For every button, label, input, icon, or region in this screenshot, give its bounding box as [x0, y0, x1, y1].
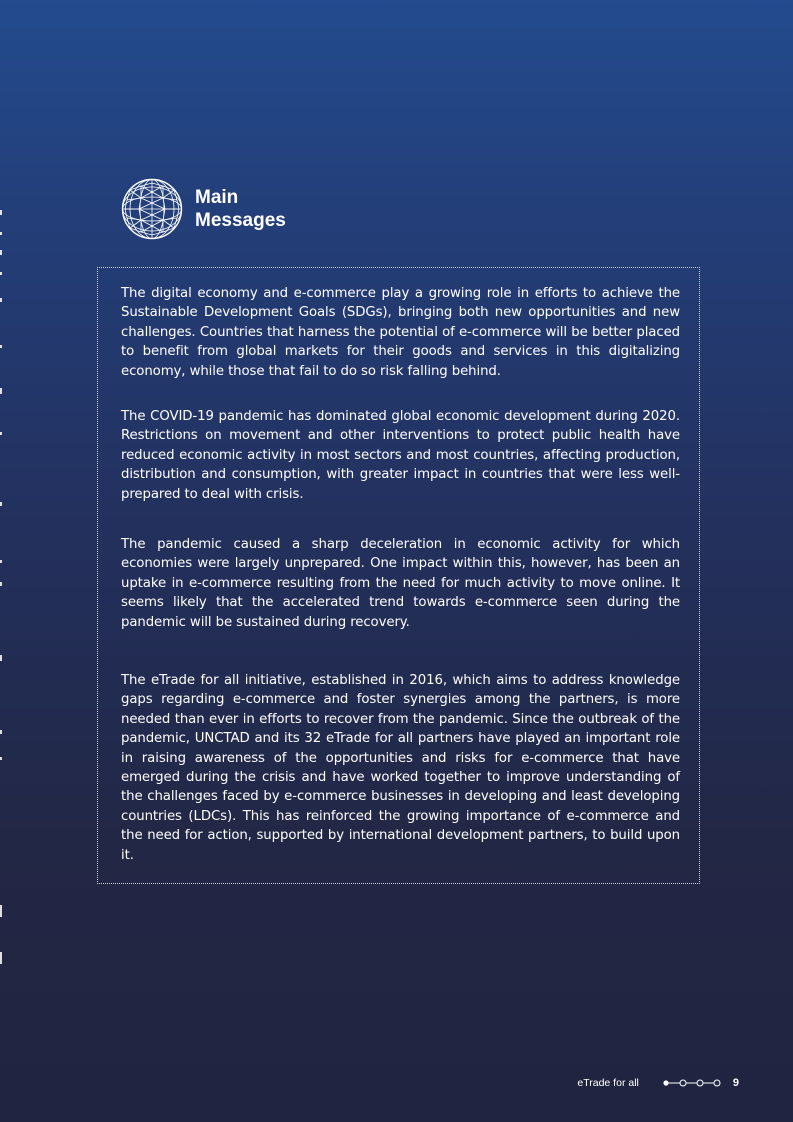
edge-mark: [0, 388, 2, 394]
edge-mark: [0, 952, 2, 964]
wireframe-globe-icon: [121, 178, 183, 240]
edge-mark: [0, 560, 2, 563]
section-header: [121, 178, 286, 240]
edge-mark: [0, 272, 2, 275]
edge-mark: [0, 582, 2, 586]
title-line-1: Main: [195, 187, 239, 208]
progress-dots-icon: [663, 1078, 721, 1088]
edge-mark: [0, 655, 2, 661]
edge-mark: [0, 250, 2, 255]
page-title: [195, 186, 286, 232]
edge-mark: [0, 730, 2, 734]
page-number: 9: [732, 1077, 739, 1089]
message-paragraph: The digital economy and e-commerce play a growing role in efforts to achieve the Sustainable Development Goals (SDGs), bringing both new opportunities and new challenges. Countries that harness the potential of e-commerce will be better placed to benefit from global markets for their goods and services in this digitalizing economy, while those that fail to do so risk falling behind.: [121, 286, 680, 379]
edge-mark: [0, 345, 2, 348]
message-paragraph: The pandemic caused a sharp deceleration in economic activity for which economies were largely unprepared. One impact within this, however, has been an uptake in e-commerce resulting from the need for much activity to move online. It seems likely that the accelerated trend towards e-commerce seen during the pandemic will be sustained during recovery.: [121, 537, 680, 630]
message-paragraph: The eTrade for all initiative, established in 2016, which aims to address knowledge gaps regarding e-commerce and foster synergies among the partners, is more needed than ever in efforts to recover from the pandemic. Since the outbreak of the pandemic, UNCTAD and its 32 eTrade for all partners have played an important role in raising awareness of the opportunities and risks for e-commerce that have emerged during the crisis and have worked together to improve understanding of the challenges faced by e-commerce businesses in developing and least developing countries (LDCs). This has reinforced the growing importance of e-commerce and the need for action, supported by international development partners, to build upon it.: [121, 673, 680, 863]
edge-mark: [0, 298, 2, 302]
edge-mark: [0, 502, 2, 506]
edge-mark: [0, 210, 2, 215]
title-line-2: Messages: [195, 210, 286, 231]
page-footer: [577, 1077, 739, 1089]
message-paragraph: The COVID-19 pandemic has dominated global economic development during 2020. Restrictions on movement and other interventions to protect public health have reduced economic activity in most sectors and most countries, affecting production, distribution and consumption, with greater impact in countries that were less well-prepared to deal with crisis.: [121, 409, 680, 502]
edge-mark: [0, 232, 2, 235]
edge-mark: [0, 757, 2, 760]
edge-mark: [0, 905, 2, 917]
edge-mark: [0, 432, 2, 435]
footer-brand: eTrade for all: [577, 1077, 639, 1089]
